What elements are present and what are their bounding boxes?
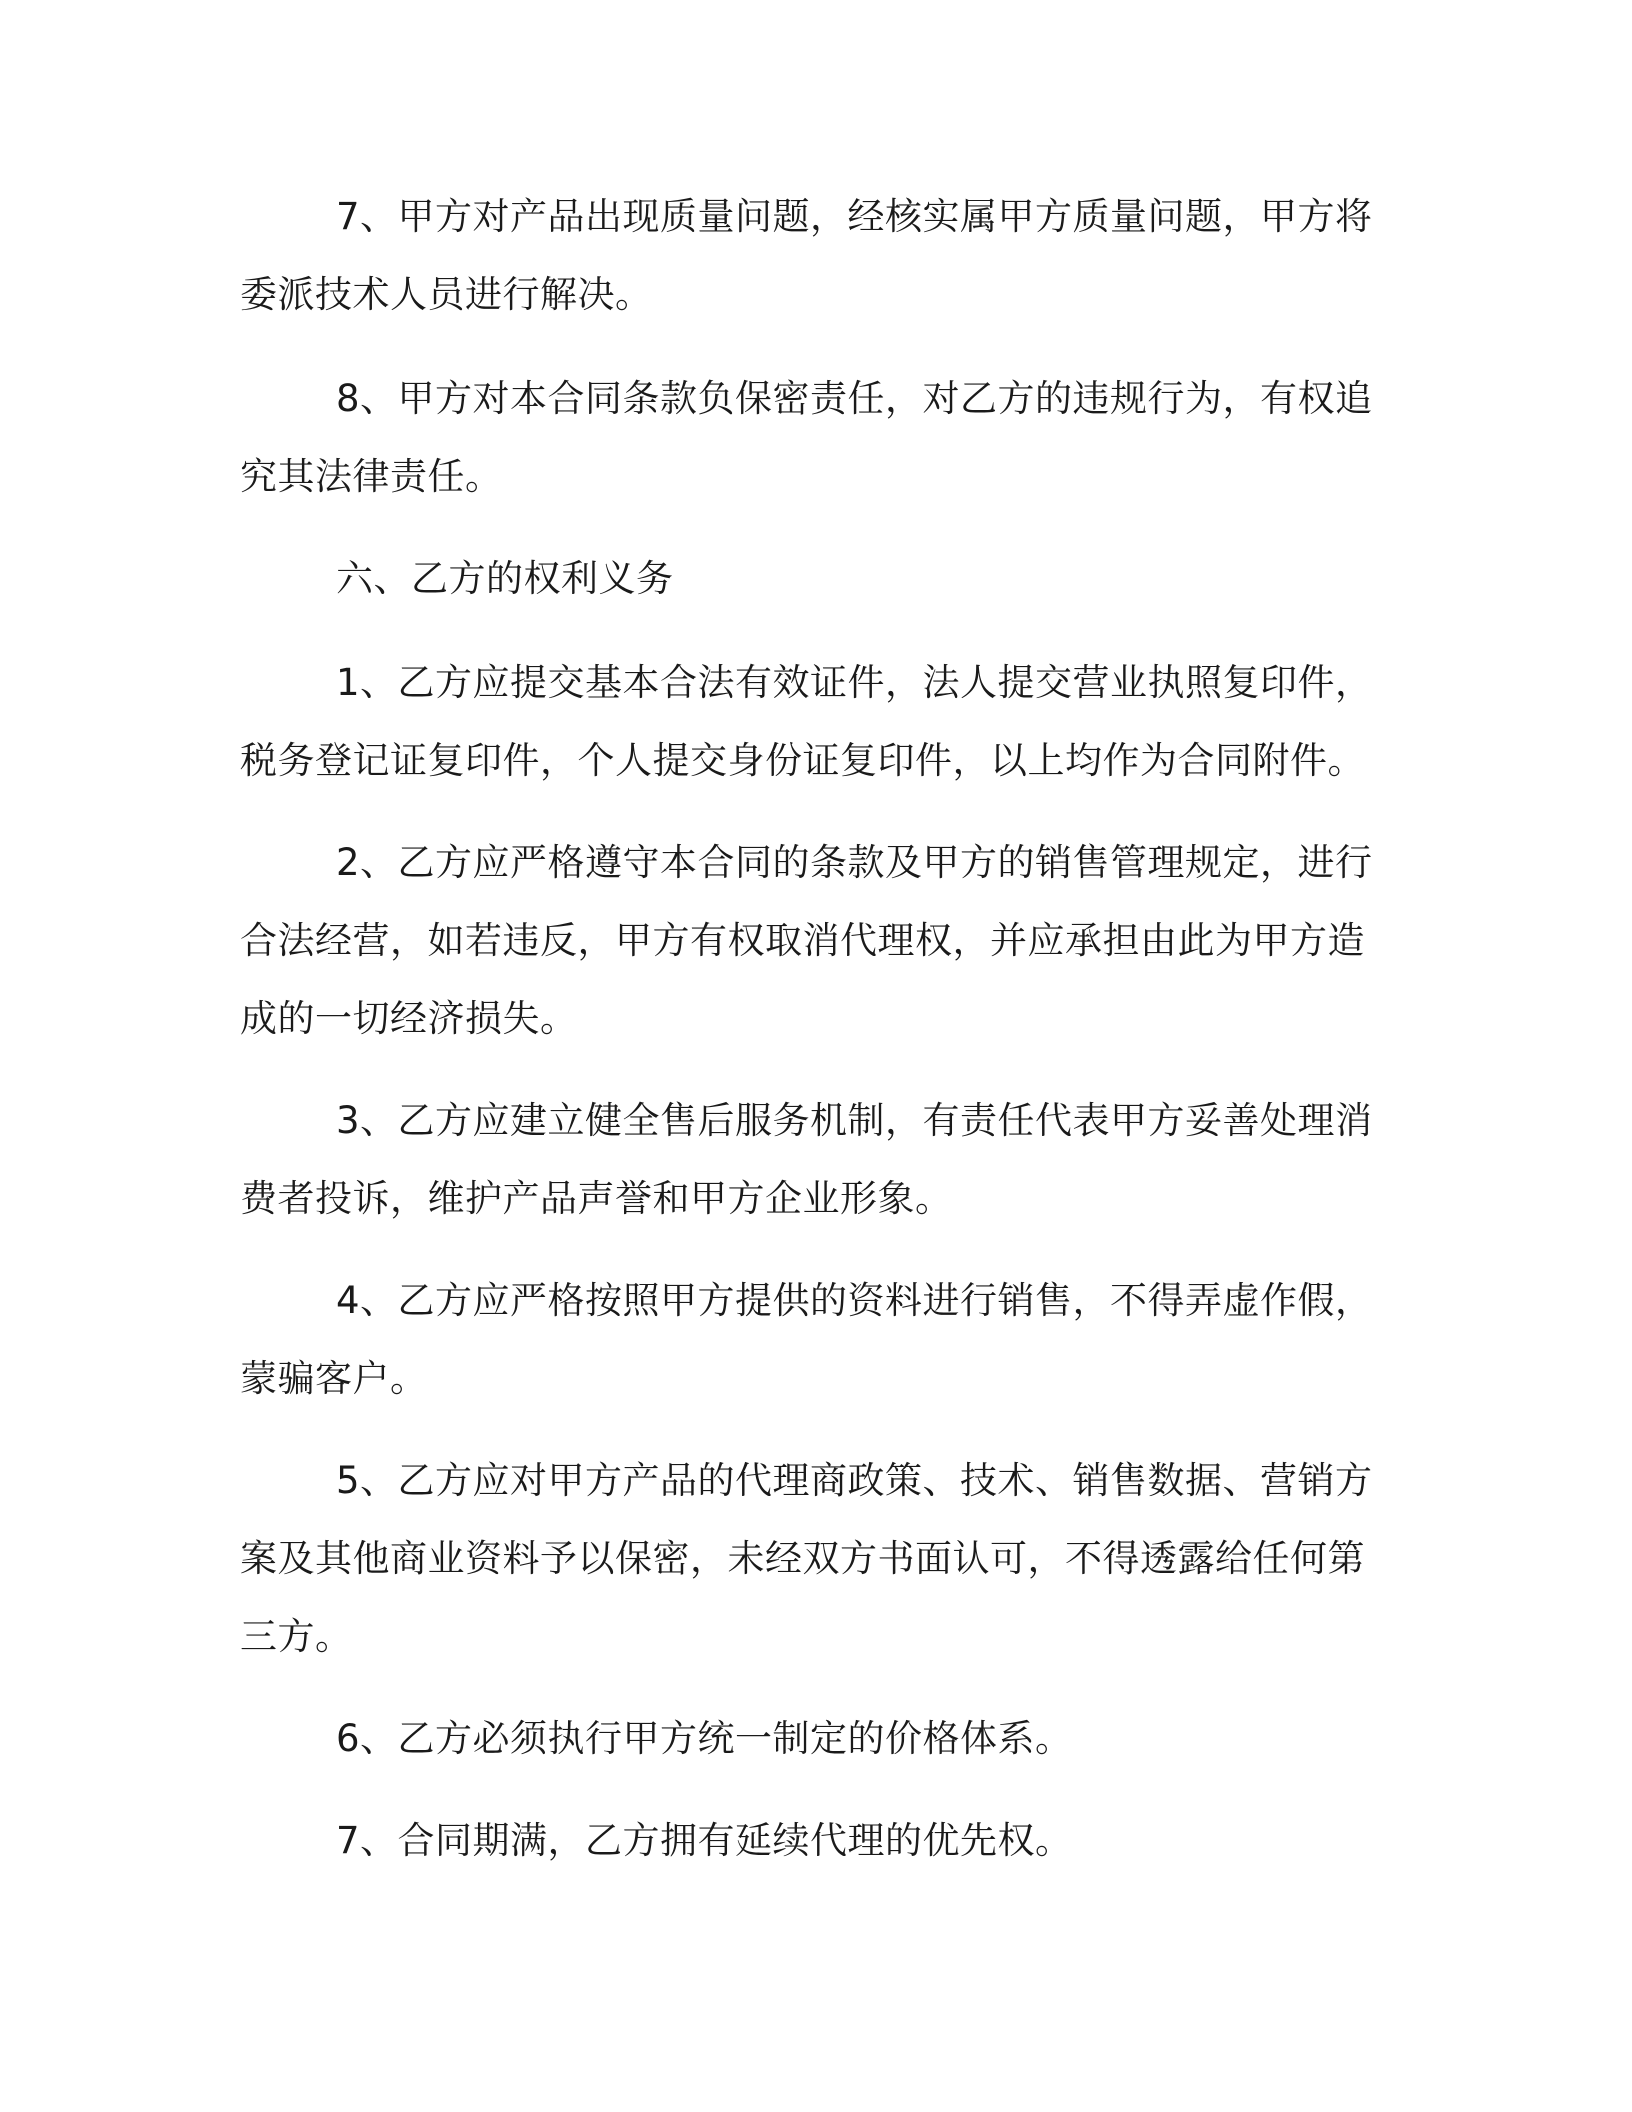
paragraph-line: 8、甲方对本合同条款负保密责任，对乙方的违规行为，有权追 [336,377,1373,420]
paragraph-line: 成的一切经济损失。 [240,997,578,1040]
paragraph-line: 委派技术人员进行解决。 [240,273,653,316]
paragraph-seller-item-7 [240,178,1373,334]
paragraph-buyer-item-3 [240,1082,1373,1238]
section-heading-party-b-rights [240,540,1360,618]
paragraph-line: 税务登记证复印件，个人提交身份证复印件，以上均作为合同附件。 [240,739,1365,782]
paragraph-line: 6、乙方必须执行甲方统一制定的价格体系。 [336,1717,1073,1760]
paragraph-buyer-item-6 [240,1700,1360,1778]
document-page [240,0,1373,2112]
paragraph-line: 究其法律责任。 [240,455,503,498]
paragraph-buyer-item-5 [240,1442,1373,1676]
paragraph-line: 合法经营，如若违反，甲方有权取消代理权，并应承担由此为甲方造 [240,919,1365,962]
paragraph-buyer-item-2 [240,824,1373,1058]
paragraph-line: 7、甲方对产品出现质量问题，经核实属甲方质量问题，甲方将 [336,195,1373,238]
paragraph-line: 费者投诉，维护产品声誉和甲方企业形象。 [240,1177,953,1220]
paragraph-line: 4、乙方应严格按照甲方提供的资料进行销售，不得弄虚作假， [336,1279,1373,1322]
section-heading-line: 六、乙方的权利义务 [336,557,674,600]
paragraph-buyer-item-1 [240,644,1373,800]
paragraph-buyer-item-7 [240,1802,1360,1880]
paragraph-line: 2、乙方应严格遵守本合同的条款及甲方的销售管理规定，进行 [336,841,1373,884]
paragraph-seller-item-8 [240,360,1373,516]
paragraph-buyer-item-4 [240,1262,1373,1418]
paragraph-line: 3、乙方应建立健全售后服务机制，有责任代表甲方妥善处理消 [336,1099,1373,1142]
paragraph-line: 1、乙方应提交基本合法有效证件，法人提交营业执照复印件， [336,661,1373,704]
paragraph-line: 蒙骗客户。 [240,1357,428,1400]
paragraph-line: 5、乙方应对甲方产品的代理商政策、技术、销售数据、营销方 [336,1459,1373,1502]
paragraph-line: 7、合同期满，乙方拥有延续代理的优先权。 [336,1819,1073,1862]
paragraph-line: 案及其他商业资料予以保密，未经双方书面认可，不得透露给任何第 [240,1537,1365,1580]
paragraph-line: 三方。 [240,1615,353,1658]
